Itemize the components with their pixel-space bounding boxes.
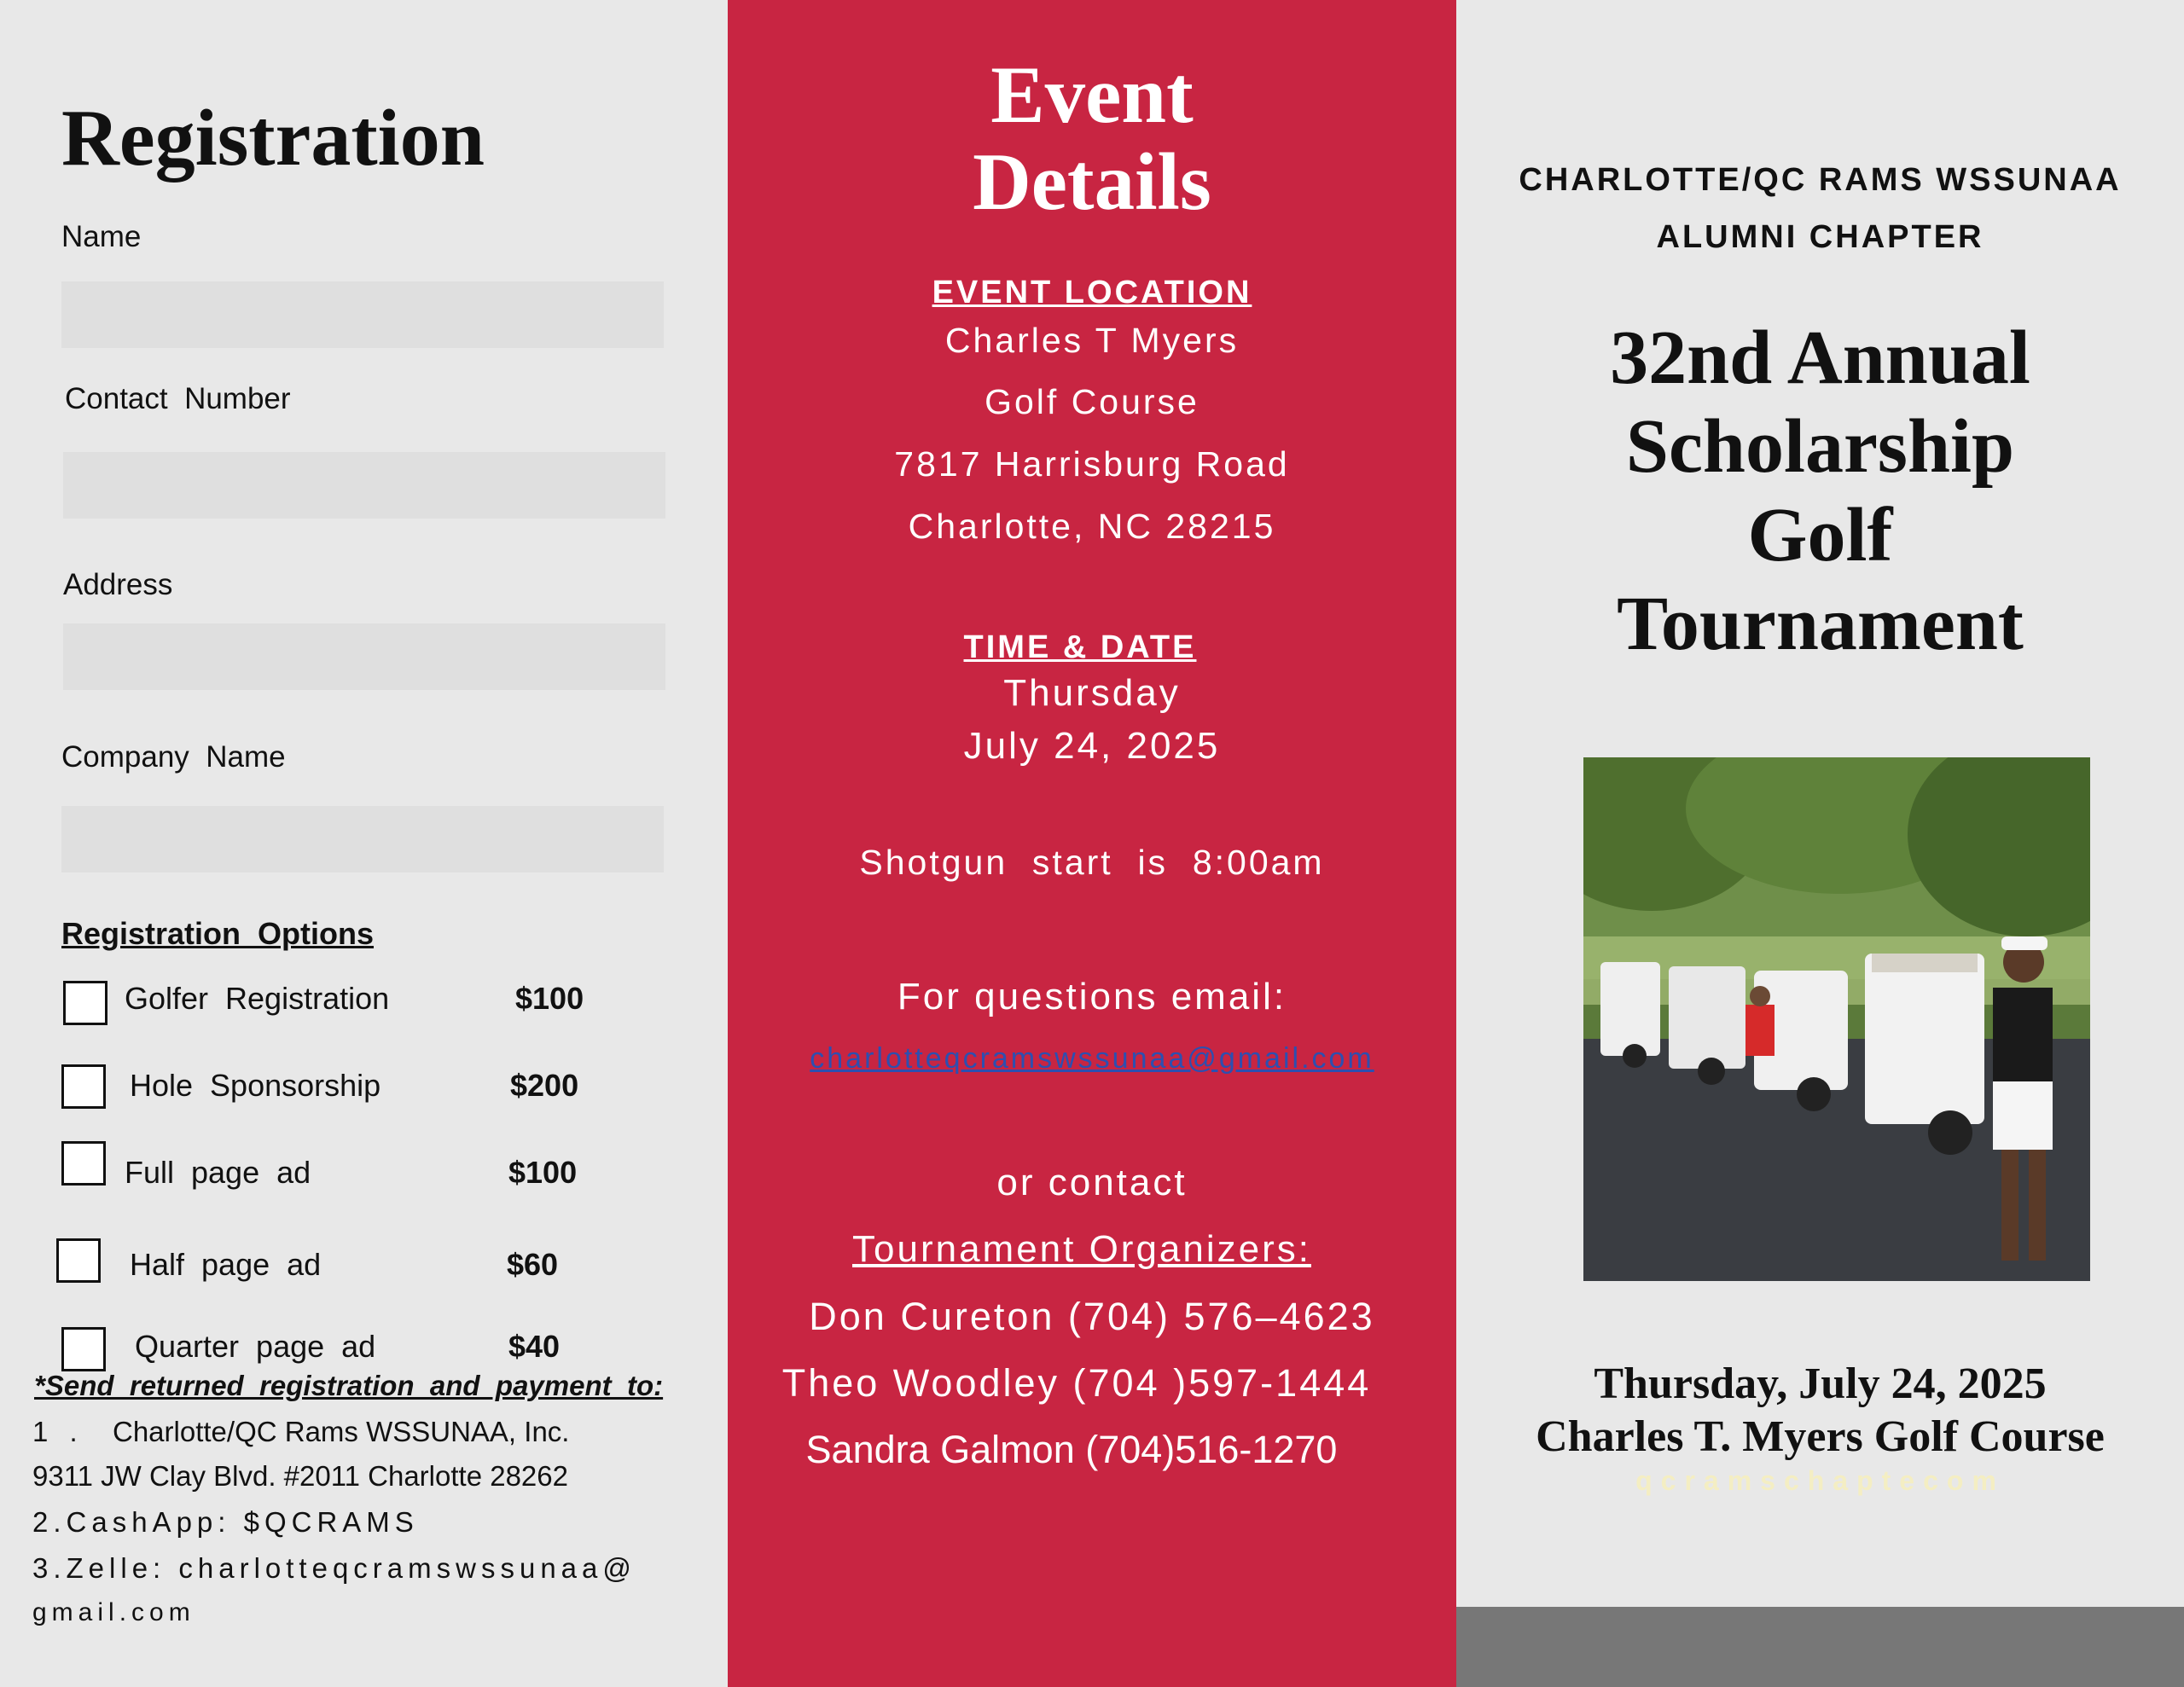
email-address[interactable]: charlotteqcramswssunaa@gmail.com: [810, 1042, 1374, 1075]
email-link[interactable]: [728, 1042, 1456, 1075]
option-price: $200: [510, 1068, 579, 1103]
chapter-line: ALUMNI CHAPTER: [1656, 219, 1984, 255]
option-label: Quarter page ad: [135, 1329, 376, 1364]
option-label: Golfer Registration: [125, 981, 390, 1016]
location-line: Charles T Myers: [944, 321, 1240, 360]
option-price: $100: [508, 1155, 578, 1190]
title-line: Tournament: [1617, 582, 2024, 666]
tournament-organizers-heading: Tournament Organizers:: [852, 1228, 1311, 1270]
option-label: Half page ad: [130, 1247, 322, 1282]
option-price: $100: [515, 981, 584, 1016]
title-line: 32nd Annual: [1610, 316, 2030, 400]
event-title-line: Details: [973, 136, 1211, 227]
organizer-contact: Theo Woodley (704 )597-1444: [781, 1361, 1372, 1405]
quarter-page-ad-checkbox[interactable]: [61, 1327, 106, 1371]
registration-title: Registration: [61, 94, 485, 183]
time-date-heading: TIME & DATE: [963, 629, 1197, 665]
contact-label: Contact Number: [65, 382, 291, 415]
hole-sponsorship-checkbox[interactable]: [61, 1064, 106, 1109]
event-location-heading: EVENT LOCATION: [932, 275, 1252, 310]
payment-zelle-domain: gmail.com: [32, 1598, 195, 1626]
payment-zelle: 3.Zelle: charlotteqcramswssunaa@: [32, 1552, 636, 1584]
or-contact-text: or contact: [996, 1162, 1188, 1203]
organizer-contact: Sandra Galmon (704)516-1270: [805, 1428, 1338, 1471]
contact-number-field[interactable]: [63, 452, 665, 519]
event-details-panel: [728, 0, 1456, 1687]
name-label: Name: [61, 220, 142, 253]
payment-line-2: 9311 JW Clay Blvd. #2011 Charlotte 28262: [32, 1460, 568, 1492]
registration-panel: [0, 0, 728, 1687]
option-price: $60: [507, 1247, 559, 1282]
golf-carts-photo: [1583, 757, 2090, 1281]
cover-panel: [1456, 0, 2184, 1687]
website-text: qcramschaptecom: [1635, 1465, 2005, 1496]
half-page-ad-checkbox[interactable]: [56, 1238, 101, 1283]
shotgun-start: Shotgun start is 8:00am: [859, 843, 1325, 882]
send-payment-heading: *Send returned registration and payment to:: [34, 1370, 664, 1401]
location-line: Golf Course: [985, 382, 1199, 421]
option-label: Hole Sponsorship: [130, 1068, 381, 1103]
chapter-line: CHARLOTTE/QC RAMS WSSUNAA: [1519, 162, 2122, 198]
event-details-title: [728, 51, 1456, 225]
chapter-name: [1456, 152, 2184, 266]
location-line: 7817 Harrisburg Road: [894, 444, 1290, 484]
event-title-line: Event: [990, 49, 1194, 140]
title-line: Golf: [1747, 493, 1893, 577]
option-label: Full page ad: [125, 1155, 311, 1190]
full-page-ad-checkbox[interactable]: [61, 1141, 106, 1186]
tournament-title: [1456, 314, 2184, 669]
company-name-field[interactable]: [61, 806, 664, 872]
title-line: Scholarship: [1625, 404, 2015, 489]
payment-cashapp: 2.CashApp: $QCRAMS: [32, 1506, 419, 1538]
footer-bar: [1456, 1607, 2184, 1687]
registration-options-title: Registration Options: [61, 916, 375, 951]
golfer-registration-checkbox[interactable]: [63, 981, 107, 1025]
event-summary: [1456, 1358, 2184, 1464]
location-line: Charlotte, NC 28215: [908, 507, 1276, 546]
name-field[interactable]: [61, 281, 664, 348]
cover-venue: Charles T. Myers Golf Course: [1536, 1412, 2105, 1461]
organizer-contact: Don Cureton (704) 576–4623: [809, 1295, 1375, 1338]
event-day: Thursday: [1003, 672, 1181, 714]
address-field[interactable]: [63, 623, 665, 690]
cover-date: Thursday, July 24, 2025: [1594, 1359, 2047, 1408]
event-date: July 24, 2025: [963, 725, 1221, 767]
questions-text: For questions email:: [897, 976, 1287, 1017]
company-label: Company Name: [61, 740, 286, 774]
payment-line-number: 1 .: [32, 1416, 84, 1447]
address-label: Address: [63, 568, 173, 601]
payment-line-1: [32, 1416, 569, 1448]
payment-organization: Charlotte/QC Rams WSSUNAA, Inc.: [113, 1416, 570, 1447]
option-price: $40: [508, 1329, 561, 1364]
